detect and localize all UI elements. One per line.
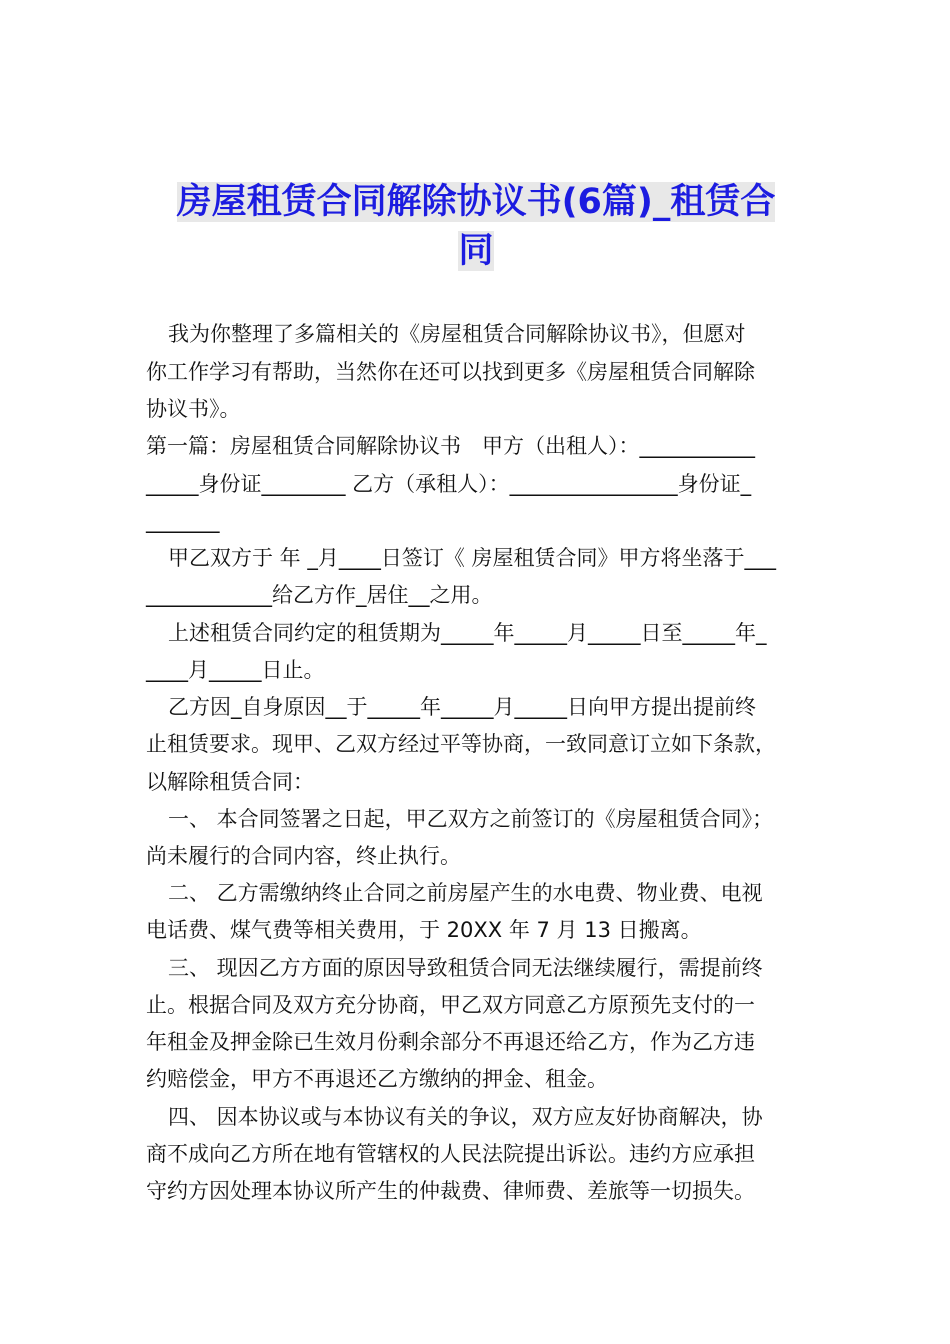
clause-four-line-3: 守约方因处理本协议所产生的仲裁费、律师费、差旅等一切损失。 — [146, 1179, 755, 1203]
clause-two-line-1: 二、 乙方需缴纳终止合同之前房屋产生的水电费、物业费、电视 — [168, 881, 763, 905]
document-title-line-1: 房屋租赁合同解除协议书(6篇)_租赁合 — [176, 182, 776, 222]
termination-request-line-3: 以解除租赁合同： — [146, 770, 314, 794]
clause-three-line-1: 三、 现因乙方方面的原因导致租赁合同无法继续履行，需提前终 — [168, 956, 763, 980]
intro-line-1: 我为你整理了多篇相关的《房屋租赁合同解除协议书》，但愿对 — [168, 322, 746, 346]
intro-line-2: 你工作学习有帮助，当然你在还可以找到更多《房屋租赁合同解除 — [146, 360, 755, 384]
termination-request-line-1: 乙方因_自身原因__于_____年_____月_____日向甲方提出提前终 — [168, 695, 756, 719]
party-info-line: _____身份证________ 乙方（承租人）：________________身份证_ — [146, 472, 752, 496]
clause-four-line-1: 四、 因本协议或与本协议有关的争议，双方应友好协商解决，协 — [168, 1105, 763, 1129]
clause-three-line-4: 约赔偿金，甲方不再退还乙方缴纳的押金、租金。 — [146, 1067, 608, 1091]
intro-line-3: 协议书》。 — [146, 397, 241, 421]
clause-three-line-2: 止。根据合同及双方充分协商，甲乙双方同意乙方原预先支付的一 — [146, 993, 755, 1017]
clause-three-line-3: 年租金及押金除已生效月份剩余部分不再退还给乙方，作为乙方违 — [146, 1030, 755, 1054]
contract-date-line-2: ____________给乙方作_居住__之用。 — [146, 583, 493, 607]
termination-request-line-2: 止租赁要求。现甲、乙双方经过平等协商，一致同意订立如下条款， — [146, 732, 776, 756]
clause-one-line-1: 一、 本合同签署之日起，甲乙双方之前签订的《房屋租赁合同》； — [168, 807, 774, 831]
lease-term-line-1: 上述租赁合同约定的租赁期为_____年_____月_____日至_____年_ — [168, 621, 767, 645]
part-one-heading: 第一篇：房屋租赁合同解除协议书 甲方（出租人）：___________ — [146, 434, 755, 458]
contract-date-line-1: 甲乙双方于 年 _月____日签订《 房屋租赁合同》甲方将坐落于___ — [168, 546, 777, 570]
document-title-line-2: 同 — [458, 231, 494, 271]
lease-term-line-2: ____月_____日止。 — [146, 658, 325, 682]
clause-one-line-2: 尚未履行的合同内容，终止执行。 — [146, 844, 461, 868]
clause-four-line-2: 商不成向乙方所在地有管辖权的人民法院提出诉讼。违约方应承担 — [146, 1142, 755, 1166]
party-info-line-end: _______ — [146, 509, 220, 533]
clause-two-line-2: 电话费、煤气费等相关费用，于 20XX 年 7 月 13 日搬离。 — [146, 918, 702, 942]
